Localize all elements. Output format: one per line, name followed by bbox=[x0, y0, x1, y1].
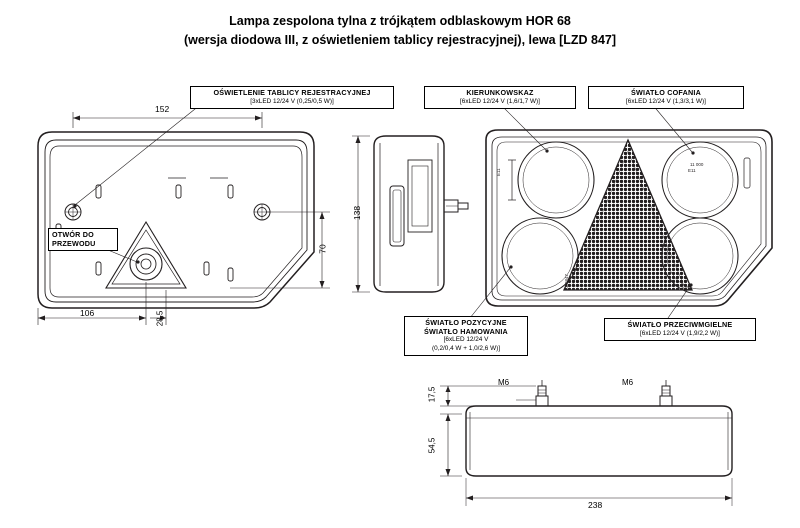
bolt-label-left: M6 bbox=[498, 378, 510, 387]
callout-fog-light-spec: [6xLED 12/24 V (1,9/2,2 W)] bbox=[640, 329, 720, 337]
callout-indicator-spec: [6xLED 12/24 V (1,6/1,7 W)] bbox=[460, 97, 540, 105]
svg-text:847: 847 bbox=[682, 286, 690, 291]
dimension-138: 138 bbox=[352, 205, 363, 221]
callout-indicator-label: KIERUNKOWSKAZ bbox=[466, 88, 534, 97]
dimension-54-5: 54,5 bbox=[427, 437, 437, 454]
dimension-17-5: 17,5 bbox=[427, 386, 437, 403]
dimension-152: 152 bbox=[155, 104, 170, 114]
callout-position-brake-spec2: (0,2/0,4 W + 1,0/2,6 W)] bbox=[431, 344, 501, 352]
bolt-label-right: M6 bbox=[622, 378, 634, 387]
svg-text:E11: E11 bbox=[496, 168, 501, 176]
callout-reverse-light-spec: [6xLED 12/24 V (1,3/3,1 W)] bbox=[626, 97, 706, 105]
svg-text:E11: E11 bbox=[688, 168, 696, 173]
callout-position-label: ŚWIATŁO POZYCYJNE bbox=[425, 318, 507, 327]
callout-plate-light-spec: [3xLED 12/24 V (0,25/0,5 W)] bbox=[250, 97, 334, 105]
callout-brake-label: ŚWIATŁO HAMOWANIA bbox=[424, 326, 508, 336]
svg-text:LZD847: LZD847 bbox=[564, 273, 569, 290]
title-line-1: Lampa zespolona tylna z trójkątem odblaskowym HOR 68 bbox=[229, 14, 571, 28]
callout-plate-light-label: OŚWIETLENIE TABLICY REJESTRACYJNEJ bbox=[213, 88, 371, 97]
callout-fog-light-label: ŚWIATŁO PRZECIWMGIELNE bbox=[627, 320, 733, 329]
title-line-2: (wersja diodowa III, z oświetleniem tablicy rejestracyjnej), lewa [LZD 847] bbox=[183, 33, 617, 47]
callout-cable-hole-label: OTWÓR DO bbox=[52, 230, 94, 239]
callout-indicator bbox=[424, 86, 576, 109]
dimension-70: 70 bbox=[317, 244, 328, 254]
svg-text:11 000: 11 000 bbox=[690, 162, 704, 167]
callout-reverse-light-label: ŚWIATŁO COFANIA bbox=[631, 88, 701, 97]
callout-cable-hole bbox=[48, 228, 118, 251]
callout-reverse-light bbox=[588, 86, 744, 109]
dimension-106: 106 bbox=[80, 308, 95, 318]
callout-cable-hole-spec: PRZEWODU bbox=[52, 238, 96, 248]
callout-position-brake-spec: [6xLED 12/24 V bbox=[443, 336, 489, 343]
callout-position-brake bbox=[404, 316, 528, 356]
callout-plate-light bbox=[190, 86, 394, 109]
dimension-28-5: 28,5 bbox=[155, 310, 165, 327]
callout-fog-light bbox=[604, 318, 756, 341]
dimension-238: 238 bbox=[588, 500, 603, 510]
